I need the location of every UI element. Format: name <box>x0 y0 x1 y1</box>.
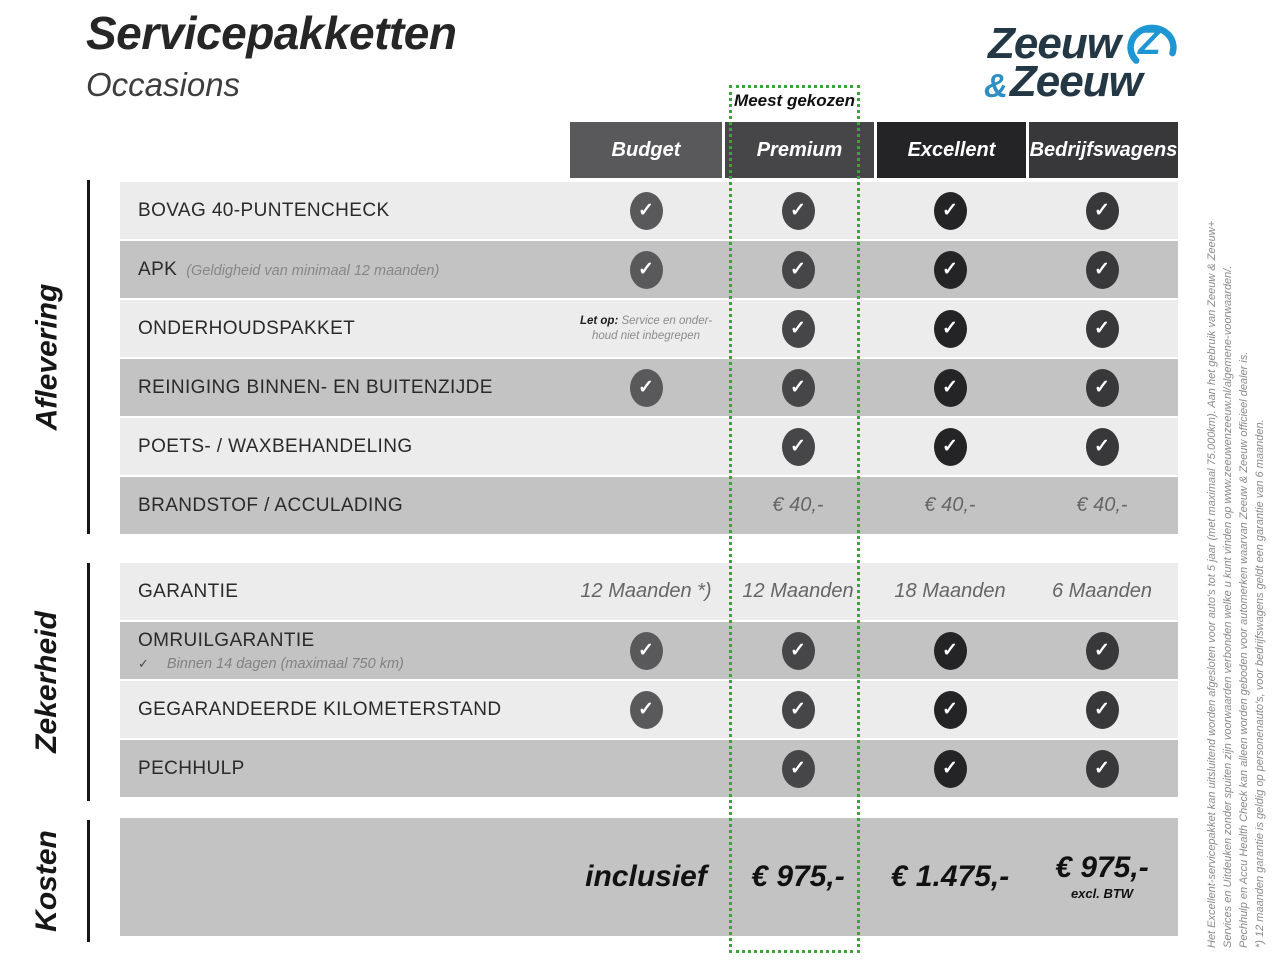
footnote-line: Het Excellent-servicepakket kan uitsluitend worden afgesloten voor auto's tot 5 jaar (met maximaal 75.000km). Aan het gebruik van Zeeuw & Zeeuw+ <box>1206 220 1218 948</box>
check-icon: ✓ <box>1086 750 1119 788</box>
footnote-line: *) 12 maanden garantie is geldig op personenauto's, voor bedrijfswagens geldt een garantie van 6 maanden. <box>1254 419 1266 948</box>
table-cell <box>874 632 1026 670</box>
table-cell <box>570 192 722 230</box>
table-cell <box>722 494 874 517</box>
section-label-box-zekerheid <box>12 563 82 801</box>
check-icon: ✓ <box>782 428 815 466</box>
logo-word-bottom: Zeeuw <box>1009 57 1142 106</box>
row-label: GARANTIE <box>138 580 239 602</box>
row-label-cell <box>120 377 570 399</box>
table-cell <box>1026 494 1178 517</box>
row-label: GEGARANDEERDE KILOMETERSTAND <box>138 698 502 720</box>
table-row <box>120 359 1178 416</box>
table-cell <box>874 428 1026 466</box>
check-icon: ✓ <box>782 632 815 670</box>
check-icon: ✓ <box>934 632 967 670</box>
check-icon: ✓ <box>782 251 815 289</box>
table-row <box>120 681 1178 738</box>
row-label: APK <box>138 258 178 280</box>
row-label-cell <box>120 436 570 458</box>
table-cell <box>1026 580 1178 603</box>
check-icon: ✓ <box>1086 369 1119 407</box>
table-cell <box>1026 310 1178 348</box>
logo-ampersand: & <box>984 67 1008 104</box>
table-cell <box>570 251 722 289</box>
section-rail-zekerheid <box>87 563 90 801</box>
table-row <box>120 418 1178 475</box>
section-rail-aflevering <box>87 180 90 534</box>
section-rail-kosten <box>87 820 90 942</box>
table-cell <box>722 251 874 289</box>
column-header-row <box>120 122 1178 178</box>
table-cell <box>1026 251 1178 289</box>
row-label-cell <box>120 495 570 517</box>
check-icon: ✓ <box>934 310 967 348</box>
cost-value: € 975,- <box>1055 851 1149 884</box>
check-icon: ✓ <box>934 192 967 230</box>
term-value: € 40,- <box>772 494 824 516</box>
table-cell <box>570 369 722 407</box>
row-label-cell <box>120 318 570 340</box>
cost-value: inclusief <box>585 860 707 893</box>
footnote-text <box>1204 96 1268 948</box>
title-block <box>86 6 456 104</box>
check-icon: ✓ <box>630 691 663 729</box>
check-icon: ✓ <box>934 428 967 466</box>
check-icon: ✓ <box>630 192 663 230</box>
table-row <box>120 622 1178 679</box>
row-label-cell <box>120 259 570 281</box>
check-icon: ✓ <box>934 750 967 788</box>
table-cell <box>1026 632 1178 670</box>
row-label: OMRUILGARANTIE <box>138 629 315 651</box>
table-cell <box>570 314 722 344</box>
row-sublabel: ✓ Binnen 14 dagen (maximaal 750 km) <box>138 655 404 672</box>
section-label: Zekerheid <box>30 611 64 753</box>
check-icon: ✓ <box>630 632 663 670</box>
check-icon: ✓ <box>1086 428 1119 466</box>
page-subtitle: Occasions <box>86 66 241 103</box>
table-row <box>120 477 1178 534</box>
table-cell <box>722 428 874 466</box>
check-icon: ✓ <box>630 251 663 289</box>
svg-text:Z: Z <box>1137 20 1161 63</box>
check-icon: ✓ <box>1086 310 1119 348</box>
row-label: BRANDSTOF / ACCULADING <box>138 494 403 516</box>
table-cell <box>874 369 1026 407</box>
cost-row <box>120 818 1178 936</box>
section-label-box-aflevering <box>12 180 82 534</box>
term-value: 12 Maanden *) <box>580 580 712 602</box>
table-row <box>120 241 1178 298</box>
packages-table <box>120 122 1178 936</box>
header-spacer <box>120 122 570 178</box>
table-cell <box>722 192 874 230</box>
table-cell <box>570 691 722 729</box>
cost-value: € 1.475,- <box>890 860 1010 893</box>
page-title: Servicepakketten <box>86 7 457 59</box>
row-label-cell <box>120 200 570 222</box>
term-value: 18 Maanden <box>894 580 1006 602</box>
column-header: Bedrijfswagens <box>1026 122 1178 178</box>
check-icon: ✓ <box>1086 691 1119 729</box>
table-cell <box>1026 192 1178 230</box>
check-icon: ✓ <box>782 750 815 788</box>
table-cell <box>1026 428 1178 466</box>
row-sublabel: (Geldigheid van minimaal 12 maanden) <box>186 262 440 279</box>
section-label: Kosten <box>30 830 63 932</box>
table-row <box>120 740 1178 797</box>
cost-cell <box>722 862 874 892</box>
note-lead: Let op: <box>579 314 619 327</box>
section-label-box-kosten <box>12 820 82 942</box>
check-icon: ✓ <box>1086 632 1119 670</box>
table-row <box>120 182 1178 239</box>
column-header: Premium <box>722 122 874 178</box>
row-label: BOVAG 40-PUNTENCHECK <box>138 199 390 221</box>
table-cell <box>874 192 1026 230</box>
table-cell <box>874 580 1026 603</box>
check-icon: ✓ <box>782 691 815 729</box>
table-row <box>120 563 1178 620</box>
term-value: € 40,- <box>924 494 976 516</box>
cost-cell <box>874 862 1026 892</box>
row-label: REINIGING BINNEN- EN BUITENZIJDE <box>138 376 493 398</box>
table-cell <box>1026 369 1178 407</box>
cost-subvalue: excl. BTW <box>1070 886 1134 901</box>
table-cell <box>874 251 1026 289</box>
cost-cell <box>1026 853 1178 901</box>
row-label: POETS- / WAXBEHANDELING <box>138 435 413 457</box>
check-icon: ✓ <box>782 192 815 230</box>
note: Let op: Service en onder- houd niet inbegrepen <box>579 314 713 342</box>
row-label: ONDERHOUDSPAKKET <box>138 317 356 339</box>
table-cell <box>1026 691 1178 729</box>
check-icon: ✓ <box>934 251 967 289</box>
term-value: 6 Maanden <box>1051 580 1153 602</box>
row-label-cell <box>120 581 570 603</box>
check-icon: ✓ <box>138 655 149 671</box>
check-icon: ✓ <box>1086 251 1119 289</box>
section-label: Aflevering <box>30 283 63 431</box>
column-header: Excellent <box>874 122 1026 178</box>
table-cell <box>874 750 1026 788</box>
table-cell <box>722 369 874 407</box>
table-cell <box>722 750 874 788</box>
check-icon: ✓ <box>630 369 663 407</box>
table-cell <box>722 310 874 348</box>
table-cell <box>874 494 1026 517</box>
row-label: PECHHULP <box>138 757 245 779</box>
table-cell <box>570 632 722 670</box>
check-icon: ✓ <box>934 369 967 407</box>
check-icon: ✓ <box>934 691 967 729</box>
cost-value: € 975,- <box>751 860 845 893</box>
table-row <box>120 300 1178 357</box>
term-value: € 40,- <box>1076 494 1128 516</box>
check-icon: ✓ <box>782 369 815 407</box>
cost-cell <box>570 862 722 892</box>
term-value: 12 Maanden <box>742 580 854 602</box>
table-cell <box>1026 750 1178 788</box>
check-icon: ✓ <box>1086 192 1119 230</box>
table-cell <box>874 310 1026 348</box>
check-icon: ✓ <box>782 310 815 348</box>
table-cell <box>722 580 874 603</box>
column-header: Budget <box>570 122 722 178</box>
row-label-cell <box>120 699 570 721</box>
row-label-cell <box>120 758 570 780</box>
most-chosen-label: Meest gekozen <box>734 91 855 110</box>
table-rows <box>120 182 1178 936</box>
table-cell <box>570 580 722 603</box>
table-cell <box>722 632 874 670</box>
logo-z-icon <box>1124 14 1180 72</box>
row-label-cell <box>120 630 570 672</box>
zeeuw-logo <box>984 8 1208 106</box>
footnote-line: Services en Uitdeuken zonder spuiten zijn voorwaarden verbonden welke u kunt vinden op www.zeeuwenzeeuw.nl/algemene-voorwaarden/. <box>1222 265 1234 948</box>
table-cell <box>874 691 1026 729</box>
table-cell <box>722 691 874 729</box>
logo-word-top: Zeeuw <box>988 19 1120 68</box>
footnote-line: Pechhulp en Accu Health Check kan alleen worden geboden voor automerken waarvan Zeeuw & Zeeuw officieel dealer is. <box>1238 351 1250 948</box>
